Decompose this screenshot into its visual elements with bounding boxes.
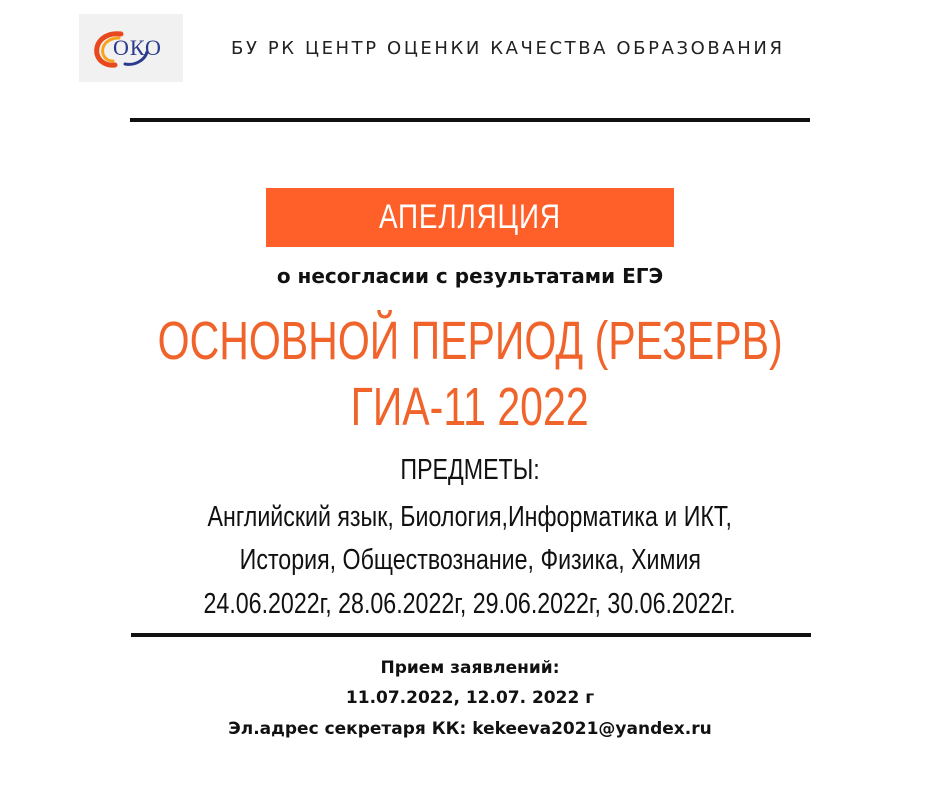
appeal-banner xyxy=(266,188,674,247)
subjects-label-text: ПРЕДМЕТЫ: xyxy=(400,454,540,486)
reception-label: Прием заявлений: xyxy=(380,658,560,678)
appeal-banner-label: АПЕЛЛЯЦИЯ xyxy=(379,198,561,236)
exam-dates xyxy=(0,586,940,622)
headline-period xyxy=(0,311,940,371)
subjects-label xyxy=(0,452,940,488)
org-name: БУ РК ЦЕНТР ОЦЕНКИ КАЧЕСТВА ОБРАЗОВАНИЯ xyxy=(231,38,785,59)
subjects-line-2-text: История, Обществознание, Физика, Химия xyxy=(239,544,701,576)
top-divider xyxy=(130,118,810,122)
secretary-email: Эл.адрес секретаря КК: kekeeva2021@yandex.ru xyxy=(228,719,712,739)
headline-exam xyxy=(0,377,940,437)
reception-dates: 11.07.2022, 12.07. 2022 г xyxy=(345,688,595,708)
logo xyxy=(79,14,183,82)
headline-exam-text: ГИА-11 2022 xyxy=(350,377,590,437)
subjects-line-2 xyxy=(0,542,940,578)
logo-text: ОКО xyxy=(113,35,162,60)
subjects-line-1-text: Английский язык, Биология,Информатика и ИКТ, xyxy=(207,501,733,533)
bottom-divider xyxy=(131,633,811,637)
subjects-line-1 xyxy=(0,499,940,535)
subtitle: о несогласии с результатами ЕГЭ xyxy=(276,264,664,288)
headline-period-text: ОСНОВНОЙ ПЕРИОД (РЕЗЕРВ) xyxy=(157,311,783,371)
exam-dates-text: 24.06.2022г, 28.06.2022г, 29.06.2022г, 30.06.2022г. xyxy=(203,588,737,620)
